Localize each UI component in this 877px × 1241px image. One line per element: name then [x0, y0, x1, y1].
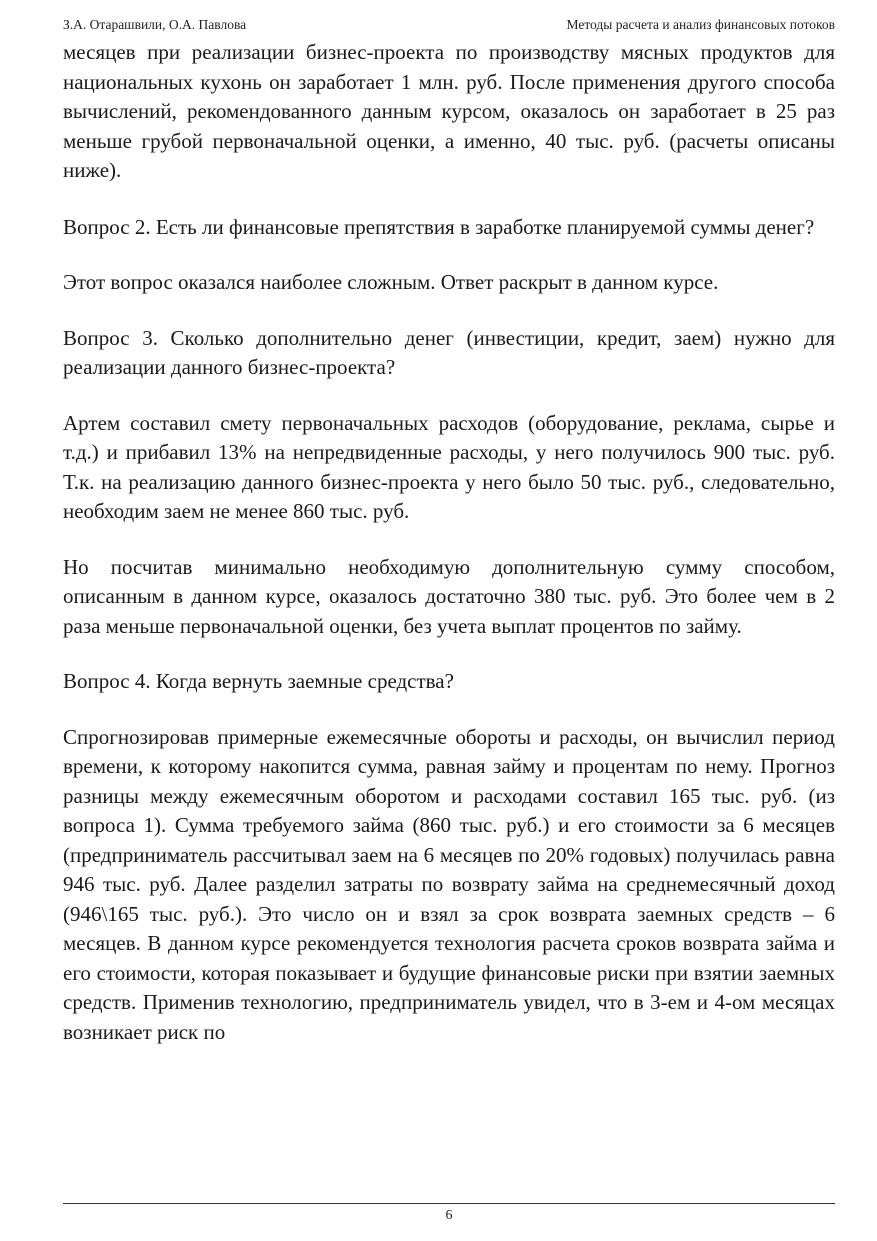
- paragraph-answer-3-estimate: Артем составил смету первоначальных расходов (оборудование, реклама, сырье и т.д.) и прибавил 13% на непредвиденные расходы, у него получилось 900 тыс. руб. Т.к. на реализацию данного бизнес-проекта у него было 50 тыс. руб., следовательно, необходим заем не менее 860 тыс. руб.: [63, 410, 835, 523]
- paragraph-question-4: Вопрос 4. Когда вернуть заемные средства?: [63, 669, 454, 693]
- paragraph-answer-4: Спрогнозировав примерные ежемесячные обороты и расходы, он вычислил период времени, к которому накопится сумма, равная займу и процентам по нему. Прогноз разницы между ежемесячным оборотом и расходами составил 165 тыс. руб. (из вопроса 1). Сумма требуемого займа (860 тыс. руб.) и его стоимости за 6 месяцев (предприниматель рассчитывал заем на 6 месяцев по 20% годовых) получилась равна 946 тыс. руб. Далее разделил затраты по возврату займа на среднемесячный доход (946\165 тыс. руб.). Это число он и взял за срок возврата заемных средств – 6 месяцев. В данном курсе рекомендуется технология расчета сроков возврата займа и его стоимости, которая показывает и будущие финансовые риски при взятии заемных средств. Применив технологию, предприниматель увидел, что в 3-ем и 4-ом месяцах возникает риск по: [63, 724, 835, 1044]
- paragraph-answer-3-course: Но посчитав минимально необходимую дополнительную сумму способом, описанным в данном курсе, оказалось достаточно 380 тыс. руб. Это более чем в 2 раза меньше первоначальной оценки, без учета выплат процентов по займу.: [63, 554, 835, 638]
- page-body: [63, 38, 835, 1073]
- paragraph-intro-continuation: месяцев при реализации бизнес-проекта по производству мясных продуктов для национальных кухонь он заработает 1 млн. руб. После применения другого способа вычислений, рекомендованного данным курсом, оказалось он заработает в 25 раз меньше грубой первоначальной оценки, а именно, 40 тыс. руб. (расчеты описаны ниже).: [63, 40, 835, 182]
- footer-divider: [63, 1203, 835, 1204]
- paragraph-question-3: Вопрос 3. Сколько дополнительно денег (инвестиции, кредит, заем) нужно для реализации данного бизнес-проекта?: [63, 325, 835, 379]
- page-number: 6: [445, 1208, 453, 1223]
- paragraph-question-2: Вопрос 2. Есть ли финансовые препятствия в заработке планируемой суммы денег?: [63, 214, 815, 239]
- paragraph-answer-2: Этот вопрос оказался наиболее сложным. Ответ раскрыт в данном курсе.: [63, 270, 719, 294]
- header-title: Методы расчета и анализ финансовых потоков: [566, 17, 835, 32]
- header-authors: З.А. Отарашвили, О.А. Павлова: [63, 17, 247, 32]
- running-header: [63, 16, 835, 34]
